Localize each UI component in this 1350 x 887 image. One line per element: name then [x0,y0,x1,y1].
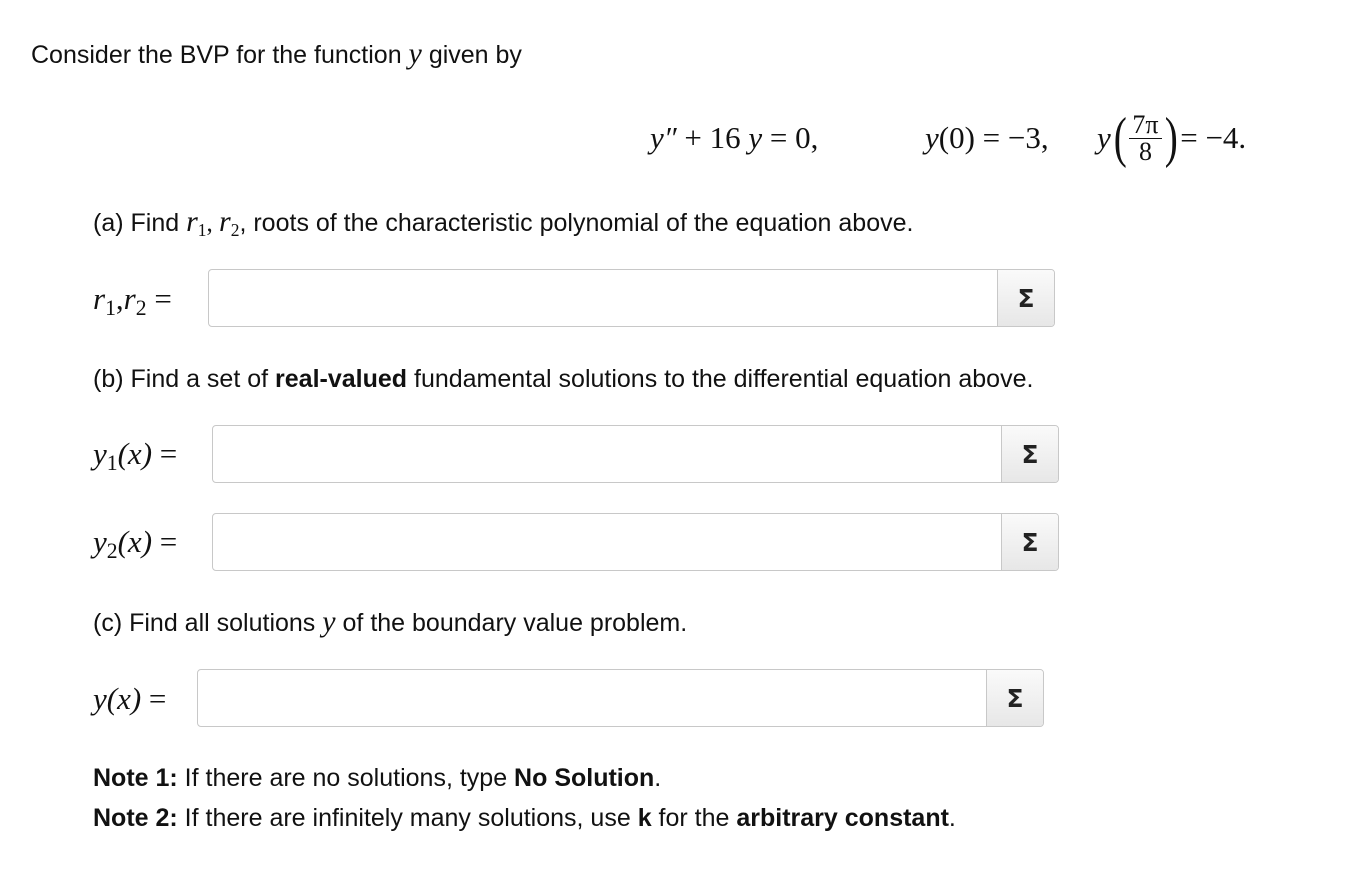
note-1: Note 1: If there are no solutions, type No Solution. [93,764,662,792]
equation-editor-button[interactable] [997,270,1054,326]
sigma-icon: Σ [1021,439,1039,469]
part-a-prompt: (a) Find $r_1$, $r_2$, roots of the characteristic polynomial of the equation above. [93,205,914,240]
part-c-prompt: (c) Find all solutions y of the boundary value problem. [93,605,688,638]
roots-answer-box [208,269,1055,327]
y-solution-input[interactable] [198,670,986,726]
y-solution-answer-box [197,669,1044,727]
boundary-condition-2: y ( $\frac{7\pi}{8}$ ) = −4. [1097,107,1247,169]
roots-label: $r_1,r_2$ = [93,281,172,321]
intro-text: Consider the BVP for the function y given by [31,37,522,70]
sigma-icon: Σ [1006,683,1024,713]
y-solution-label: y(x) = [93,681,167,716]
y2-answer-box [212,513,1059,571]
roots-input[interactable] [209,270,997,326]
sigma-icon: Σ [1017,283,1035,313]
y1-input[interactable] [213,426,1001,482]
note-2: Note 2: If there are infinitely many solutions, use k for the arbitrary constant. [93,804,956,832]
equation-editor-button[interactable] [1001,514,1058,570]
y1-label: $y_1(x)$ = [93,436,178,476]
y2-input[interactable] [213,514,1001,570]
ode-equation: y″ + 16 y = 0, [650,120,819,155]
boundary-condition-1: y(0) = −3, [925,120,1049,155]
sigma-icon: Σ [1021,527,1039,557]
y2-label: $y_2(x)$ = [93,524,178,564]
part-b-prompt: (b) Find a set of real-valued fundamental solutions to the differential equation above. [93,365,1034,393]
seven-pi-over-eight: $\frac{7\pi}{8}$ [1129,112,1161,165]
y1-answer-box [212,425,1059,483]
equation-editor-button[interactable] [986,670,1043,726]
equation-editor-button[interactable] [1001,426,1058,482]
